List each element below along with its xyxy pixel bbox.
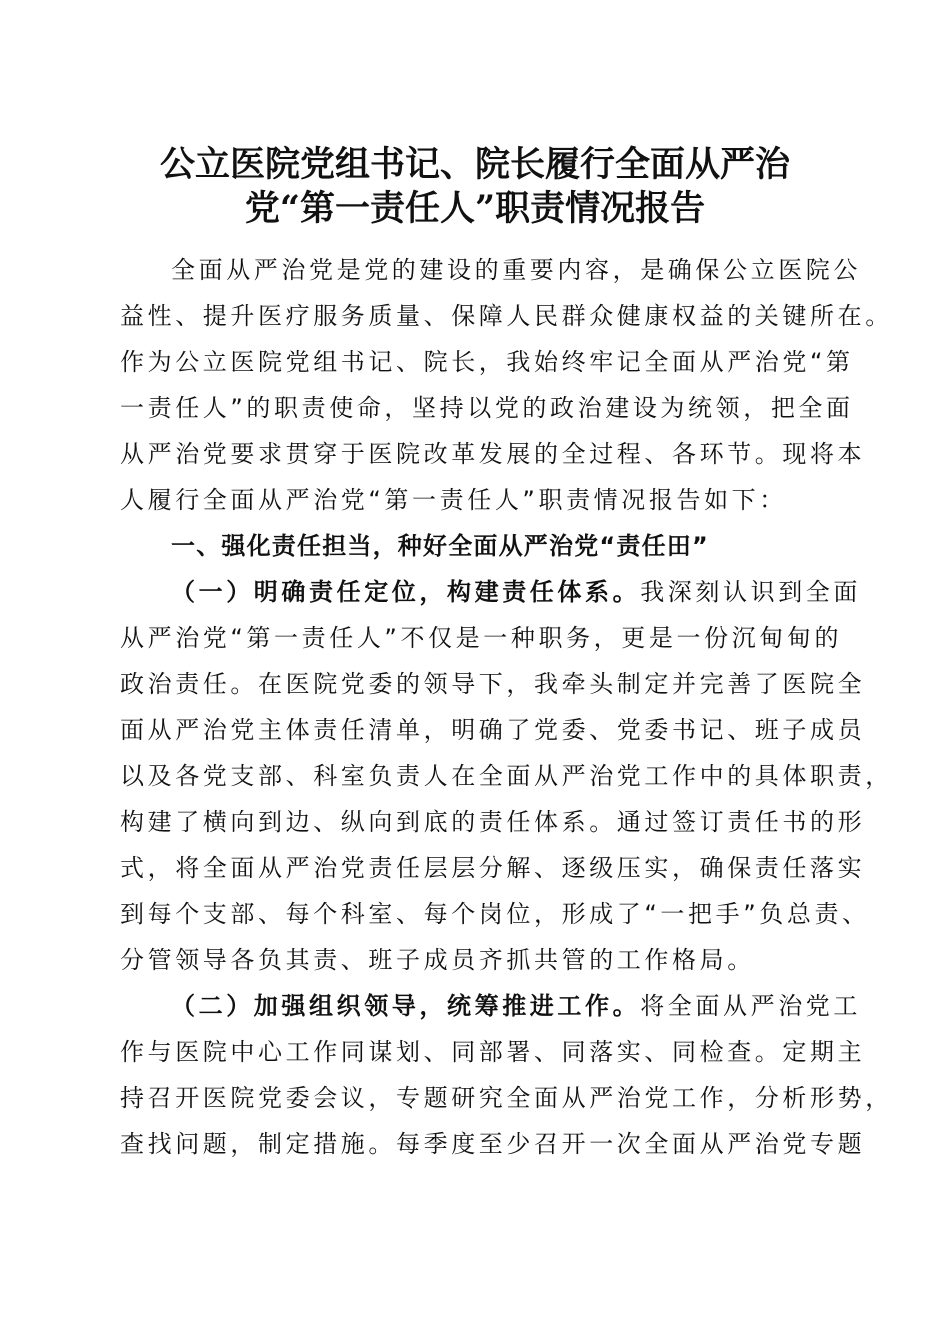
intro-line: 作为公立医院党组书记、院长，我始终牢记全面从严治党“第 bbox=[120, 348, 854, 376]
intro-line: 人履行全面从严治党“第一责任人”职责情况报告如下： bbox=[120, 486, 787, 514]
paragraph-line: 政治责任。在医院党委的领导下，我牵头制定并完善了医院全 bbox=[120, 670, 866, 698]
section-heading: 一、强化责任担当，种好全面从严治党“责任田” bbox=[171, 532, 709, 560]
paragraph-line bbox=[171, 989, 862, 1023]
paragraph-line: 到每个支部、每个科室、每个岗位，形成了“一把手”负总责、 bbox=[120, 900, 870, 928]
document-title-line-2: 党“第一责任人”职责情况报告 bbox=[244, 188, 706, 229]
subsection-title: （一）明确责任定位，构建责任体系。 bbox=[171, 578, 641, 606]
paragraph-line: 作与医院中心工作同谋划、同部署、同落实、同检查。定期主 bbox=[120, 1038, 866, 1066]
document-title-line-1: 公立医院党组书记、院长履行全面从严治 bbox=[159, 144, 790, 185]
paragraph-line: 面从严治党主体责任清单，明确了党委、党委书记、班子成员 bbox=[120, 716, 866, 744]
paragraph-line: 持召开医院党委会议，专题研究全面从严治党工作，分析形势， bbox=[120, 1084, 893, 1112]
intro-line: 一责任人”的职责使命，坚持以党的政治建设为统领，把全面 bbox=[120, 394, 854, 422]
paragraph-line: 式，将全面从严治党责任层层分解、逐级压实，确保责任落实 bbox=[120, 854, 866, 882]
paragraph-line: 分管领导各负其责、班子成员齐抓共管的工作格局。 bbox=[120, 946, 755, 974]
intro-line: 从严治党要求贯穿于医院改革发展的全过程、各环节。现将本 bbox=[120, 440, 866, 468]
paragraph-text: 将全面从严治党工 bbox=[640, 992, 862, 1020]
paragraph-line: 从严治党“第一责任人”不仅是一种职务，更是一份沉甸甸的 bbox=[120, 624, 843, 652]
subsection-title: （二）加强组织领导，统筹推进工作。 bbox=[171, 992, 641, 1020]
intro-line: 益性、提升医疗服务质量、保障人民群众健康权益的关键所在。 bbox=[120, 302, 893, 330]
paragraph-line bbox=[171, 575, 862, 609]
paragraph-line: 构建了横向到边、纵向到底的责任体系。通过签订责任书的形 bbox=[120, 808, 866, 836]
intro-line: 全面从严治党是党的建设的重要内容，是确保公立医院公 bbox=[171, 256, 861, 284]
paragraph-text: 我深刻认识到全面 bbox=[640, 578, 862, 606]
paragraph-line: 以及各党支部、科室负责人在全面从严治党工作中的具体职责， bbox=[120, 762, 893, 790]
paragraph-line: 查找问题，制定措施。每季度至少召开一次全面从严治党专题 bbox=[120, 1130, 866, 1158]
